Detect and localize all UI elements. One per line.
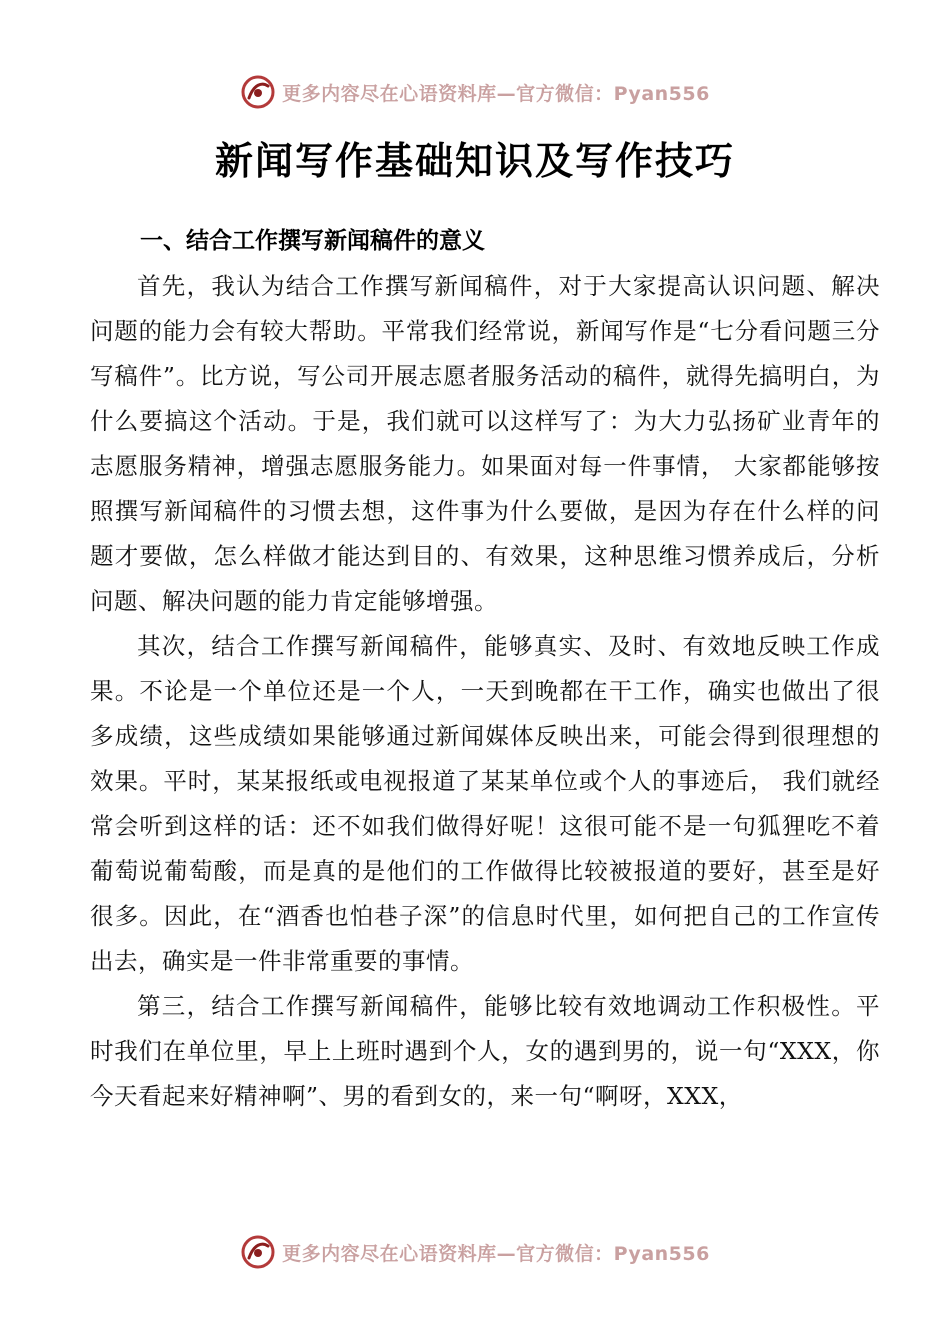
watermark-text: 更多内容尽在心语资料库—官方微信：Pyan556 xyxy=(282,82,710,105)
paragraph-1: 首先，我认为结合工作撰写新闻稿件，对于大家提高认识问题、解决问题的能力会有较大帮助。平常我们经常说，新闻写作是“七分看问题三分写稿件”。比方说，写公司开展志愿者服务活动的稿件，就得先搞明白，为什么要搞这个活动。于是，我们就可以这样写了：为大力弘扬矿业青年的志愿服务精神，增强志愿服务能力。如果面对每一件事情， 大家都能够按照撰写新闻稿件的习惯去想，这件事为什么要做，是因为存在什么样的问题才要做，怎么样做才能达到目的、有效果，这种思维习惯养成后，分析问题、解决问题的能力肯定能够增强。 xyxy=(90,272,880,615)
header-watermark-banner xyxy=(0,72,950,112)
paragraph-3: 第三，结合工作撰写新闻稿件，能够比较有效地调动工作积极性。平时我们在单位里，早上上班时遇到个人，女的遇到男的，说一句“XXX，你今天看起来好精神啊”、男的看到女的，来一句“啊呀，XXX， xyxy=(90,992,880,1110)
red-seal-logo-icon xyxy=(240,1234,276,1270)
section-heading: 一、结合工作撰写新闻稿件的意义 xyxy=(140,228,485,254)
document-body xyxy=(90,222,880,1119)
red-seal-logo-icon xyxy=(240,74,276,110)
document-title: 新闻写作基础知识及写作技巧 xyxy=(214,139,735,183)
watermark-text: 更多内容尽在心语资料库—官方微信：Pyan556 xyxy=(282,1242,710,1265)
footer-watermark-banner xyxy=(0,1232,950,1272)
paragraph-2: 其次，结合工作撰写新闻稿件，能够真实、及时、有效地反映工作成果。不论是一个单位还是一个人，一天到晚都在干工作，确实也做出了很多成绩，这些成绩如果能够通过新闻媒体反映出来，可能会得到很理想的效果。平时，某某报纸或电视报道了某某单位或个人的事迹后， 我们就经常会听到这样的话：还不如我们做得好呢！这很可能不是一句狐狸吃不着葡萄说葡萄酸，而是真的是他们的工作做得比较被报道的要好，甚至是好很多。因此，在“酒香也怕巷子深”的信息时代里，如何把自己的工作宣传出去，确实是一件非常重要的事情。 xyxy=(90,632,880,975)
